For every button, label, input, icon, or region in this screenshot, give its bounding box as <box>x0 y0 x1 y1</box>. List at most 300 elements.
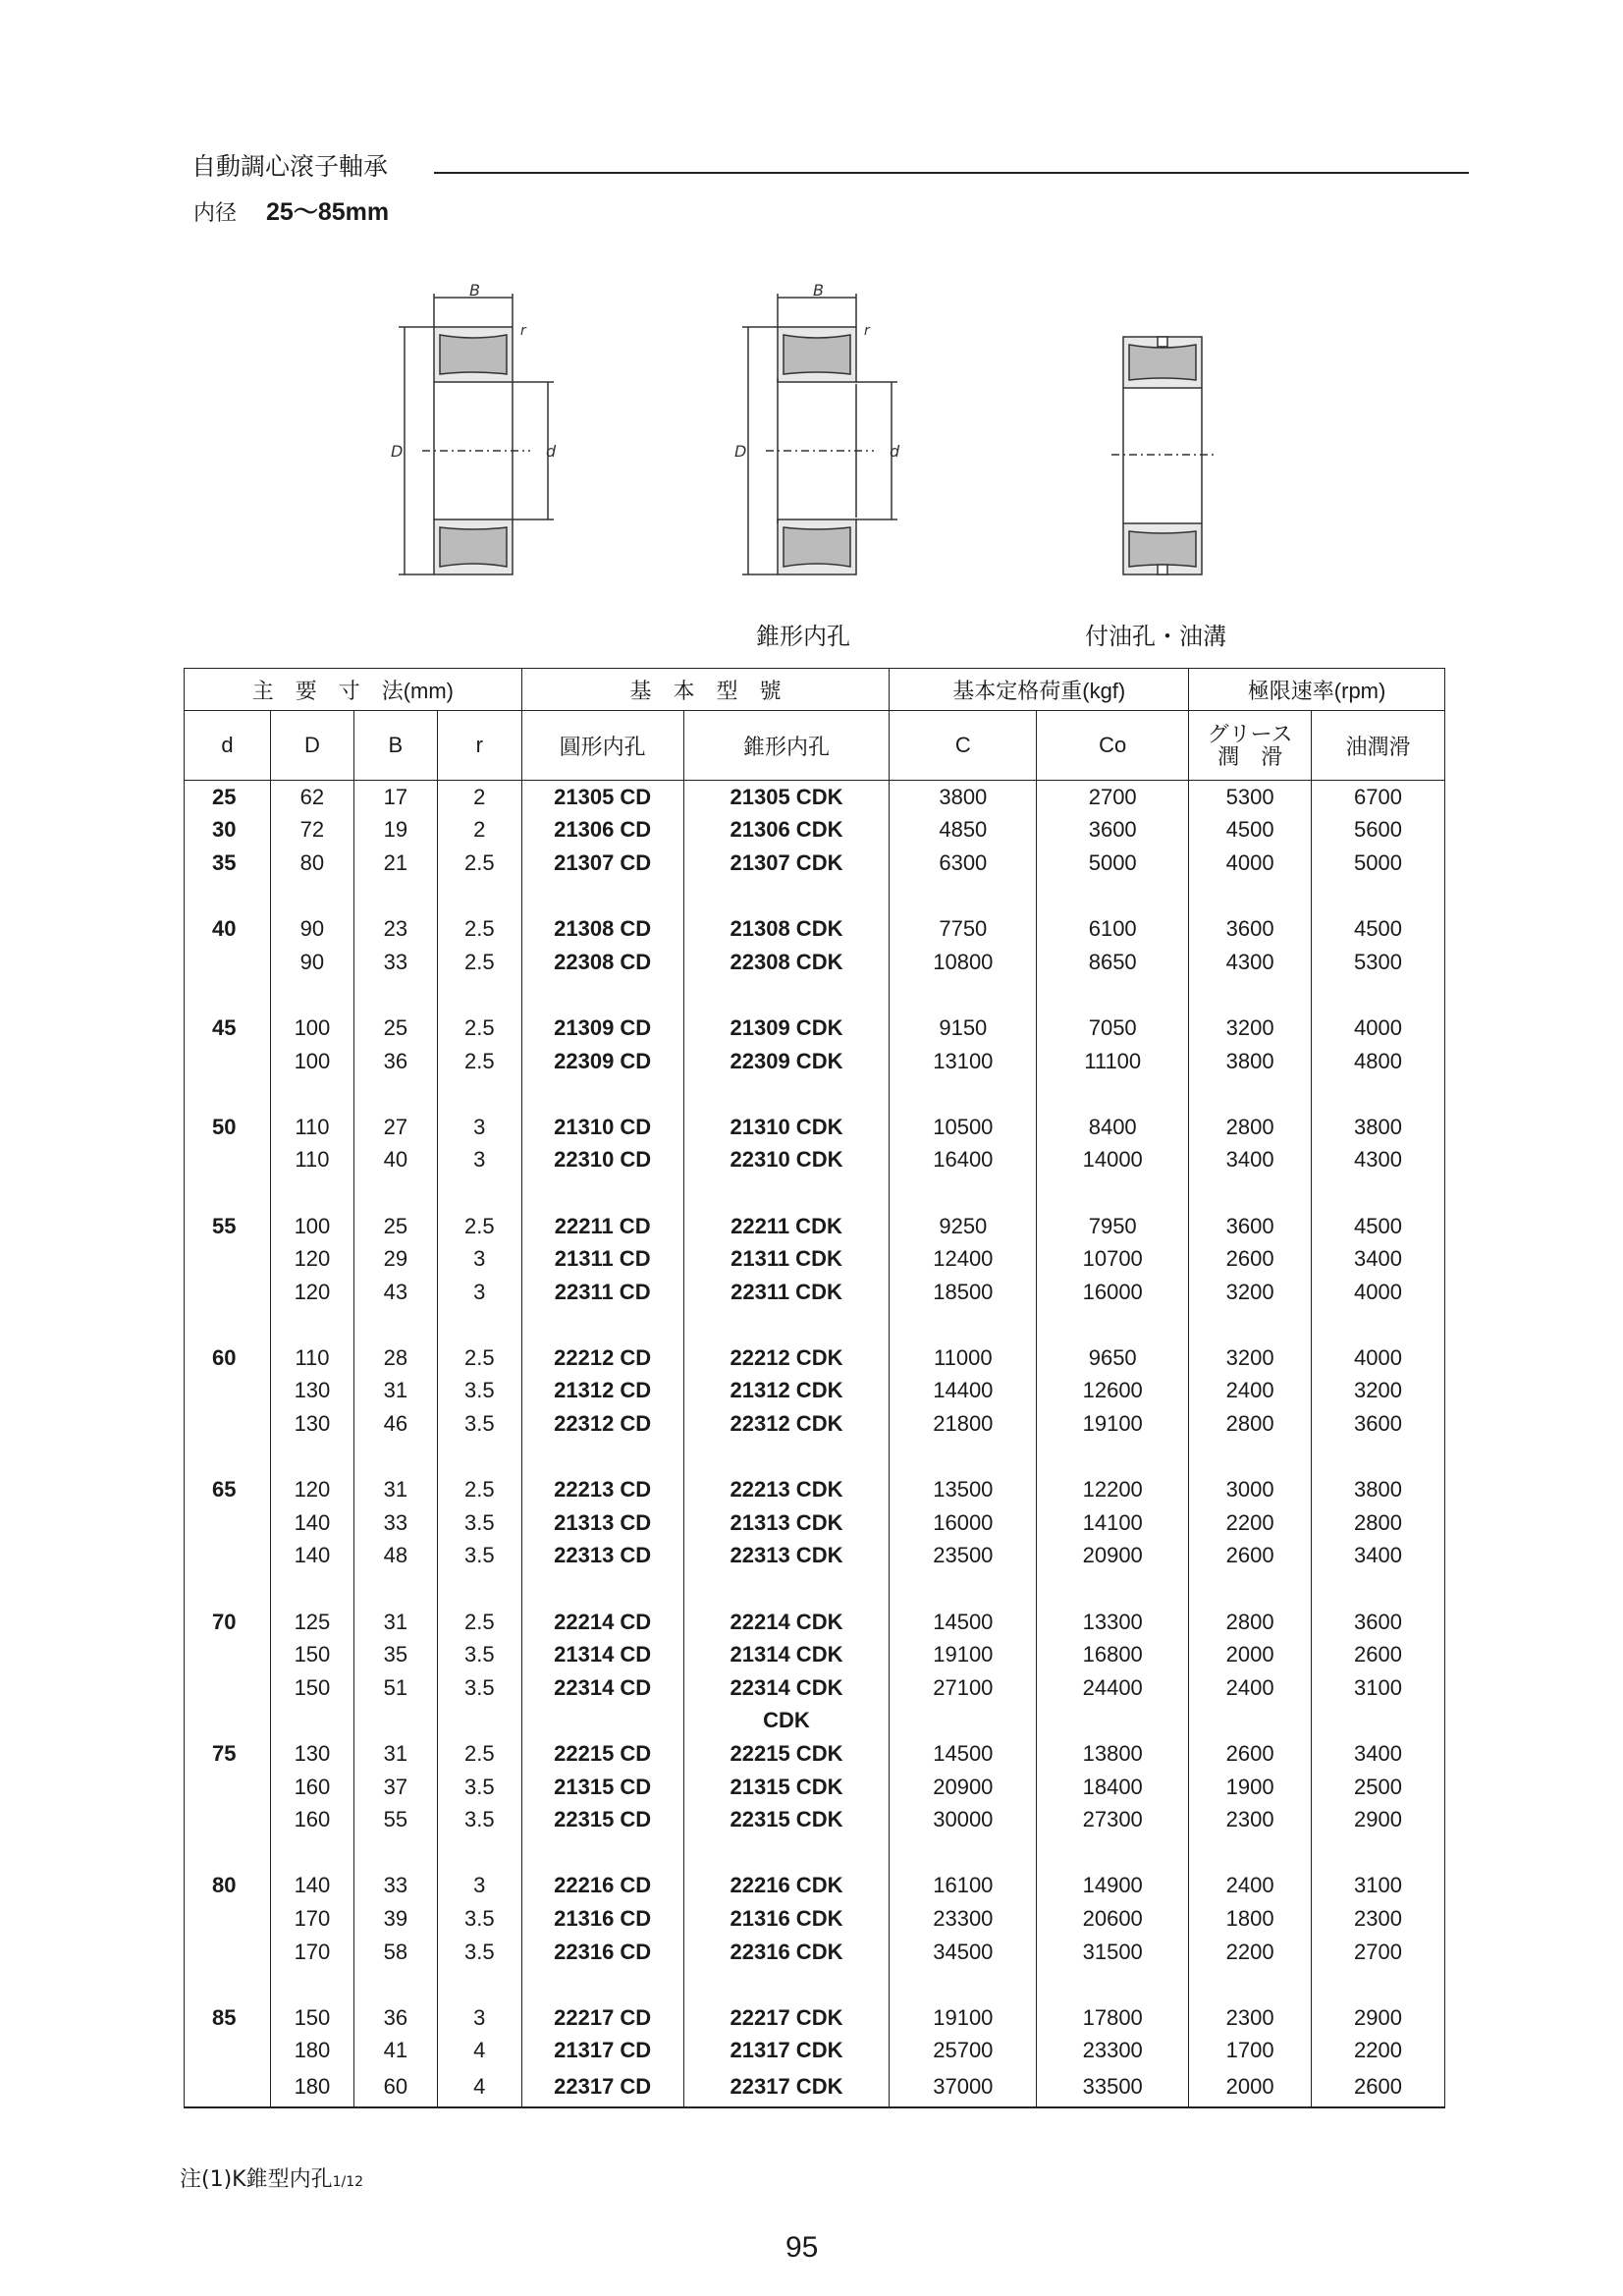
cell-outer-d: 160 <box>270 1771 353 1804</box>
table-row <box>185 2001 1445 2035</box>
cell-tapered: 22215 CDK <box>683 1737 890 1771</box>
cell-b <box>353 1968 437 2001</box>
cell-grease: 1800 <box>1189 1902 1312 1936</box>
cell-outer-d <box>270 1572 353 1606</box>
cell-r: 2.5 <box>437 1606 521 1639</box>
table-row <box>185 1771 1445 1804</box>
cell-outer-d: 140 <box>270 1540 353 1573</box>
cell-grease: 3200 <box>1189 1276 1312 1309</box>
cell-tapered: 22211 CDK <box>683 1210 890 1243</box>
cell-r: 3 <box>437 1111 521 1144</box>
col-header-b: B <box>353 711 437 781</box>
cell-d <box>185 1441 271 1474</box>
table-row <box>185 1375 1445 1408</box>
cell-grease: 2600 <box>1189 1737 1312 1771</box>
cell-cylindrical: 22214 CD <box>521 1606 683 1639</box>
cell-grease <box>1189 880 1312 913</box>
cell-oil <box>1312 1077 1445 1111</box>
cell-r: 3.5 <box>437 1671 521 1705</box>
cell-cylindrical: 22211 CD <box>521 1210 683 1243</box>
cell-b: 23 <box>353 912 437 946</box>
cell-b: 41 <box>353 2035 437 2068</box>
cell-cylindrical <box>521 979 683 1012</box>
cell-b: 37 <box>353 1771 437 1804</box>
cell-oil: 5000 <box>1312 847 1445 880</box>
cell-tapered: 22216 CDK <box>683 1870 890 1903</box>
cell-tapered: 21317 CDK <box>683 2035 890 2068</box>
cell-c: 23500 <box>890 1540 1037 1573</box>
cell-co: 18400 <box>1037 1771 1189 1804</box>
cell-outer-d: 125 <box>270 1606 353 1639</box>
cell-c <box>890 1309 1037 1342</box>
cell-tapered: 22310 CDK <box>683 1144 890 1177</box>
cell-r: 3 <box>437 1276 521 1309</box>
col-header-oil: 油潤滑 <box>1312 711 1445 781</box>
cell-r <box>437 1176 521 1210</box>
cell-grease: 2400 <box>1189 1870 1312 1903</box>
cell-r <box>437 1836 521 1870</box>
cell-r: 3 <box>437 1870 521 1903</box>
cell-b: 35 <box>353 1638 437 1671</box>
cell-cylindrical: 22316 CD <box>521 1936 683 1969</box>
cell-cylindrical: 21309 CD <box>521 1011 683 1045</box>
table-row <box>185 912 1445 946</box>
cell-oil: 2700 <box>1312 1936 1445 1969</box>
cell-r: 2.5 <box>437 946 521 979</box>
cell-tapered: 21307 CDK <box>683 847 890 880</box>
table-row <box>185 1936 1445 1969</box>
cell-cylindrical: 22312 CD <box>521 1407 683 1441</box>
cell-tapered: 21314 CDK <box>683 1638 890 1671</box>
cell-b: 25 <box>353 1210 437 1243</box>
cell-c: 19100 <box>890 1638 1037 1671</box>
col-header-d: d <box>185 711 271 781</box>
group-header-row <box>185 669 1445 711</box>
cell-b: 19 <box>353 814 437 847</box>
cell-r <box>437 1705 521 1738</box>
table-row <box>185 1407 1445 1441</box>
cell-tapered: 21316 CDK <box>683 1902 890 1936</box>
cell-b: 55 <box>353 1803 437 1836</box>
table-row <box>185 1242 1445 1276</box>
cell-d <box>185 1045 271 1078</box>
cell-oil <box>1312 1968 1445 2001</box>
cell-oil: 4000 <box>1312 1276 1445 1309</box>
cell-r: 2.5 <box>437 1737 521 1771</box>
cell-oil: 3100 <box>1312 1870 1445 1903</box>
cell-outer-d <box>270 1968 353 2001</box>
cell-cylindrical <box>521 1968 683 2001</box>
bore-label: 内径 <box>193 201 238 226</box>
cell-d <box>185 1836 271 1870</box>
cell-outer-d: 80 <box>270 847 353 880</box>
cell-co: 31500 <box>1037 1936 1189 1969</box>
cell-cylindrical: 21315 CD <box>521 1771 683 1804</box>
cell-co <box>1037 1441 1189 1474</box>
cell-d <box>185 979 271 1012</box>
cell-grease: 2000 <box>1189 1638 1312 1671</box>
cell-r: 4 <box>437 2067 521 2107</box>
cell-grease: 3600 <box>1189 912 1312 946</box>
cell-r: 3.5 <box>437 1902 521 1936</box>
cell-d: 75 <box>185 1737 271 1771</box>
cell-grease: 3200 <box>1189 1341 1312 1375</box>
cell-c: 6300 <box>890 847 1037 880</box>
table-row <box>185 1803 1445 1836</box>
cell-co: 8400 <box>1037 1111 1189 1144</box>
table-row <box>185 2067 1445 2107</box>
cell-d <box>185 1506 271 1540</box>
cell-outer-d <box>270 1077 353 1111</box>
cell-oil: 3100 <box>1312 1671 1445 1705</box>
cell-r <box>437 1968 521 2001</box>
label-d-inner: d <box>546 442 557 461</box>
cell-oil: 2800 <box>1312 1506 1445 1540</box>
footnote <box>180 2162 363 2193</box>
cell-d <box>185 1771 271 1804</box>
cell-b: 27 <box>353 1111 437 1144</box>
cell-cylindrical <box>521 1705 683 1738</box>
cell-r <box>437 1309 521 1342</box>
cell-outer-d: 140 <box>270 1870 353 1903</box>
table-row <box>185 1705 1445 1738</box>
cell-b <box>353 1176 437 1210</box>
cell-grease: 2800 <box>1189 1606 1312 1639</box>
cell-co: 33500 <box>1037 2067 1189 2107</box>
cell-grease: 5300 <box>1189 781 1312 814</box>
cell-grease <box>1189 1572 1312 1606</box>
cell-co: 23300 <box>1037 2035 1189 2068</box>
cell-b: 33 <box>353 1870 437 1903</box>
footnote-fraction: 1/12 <box>332 2174 364 2190</box>
cell-c: 9150 <box>890 1011 1037 1045</box>
cell-cylindrical: 22212 CD <box>521 1341 683 1375</box>
cell-cylindrical: 22308 CD <box>521 946 683 979</box>
cell-outer-d <box>270 1836 353 1870</box>
table-row <box>185 1606 1445 1639</box>
cell-b: 31 <box>353 1375 437 1408</box>
cell-d <box>185 1572 271 1606</box>
cell-grease <box>1189 1968 1312 2001</box>
cell-b: 36 <box>353 2001 437 2035</box>
cell-cylindrical <box>521 1309 683 1342</box>
cell-oil <box>1312 979 1445 1012</box>
cell-r: 2.5 <box>437 847 521 880</box>
table-row <box>185 1671 1445 1705</box>
cell-c <box>890 1441 1037 1474</box>
cell-b <box>353 1572 437 1606</box>
table-spacer-row <box>185 880 1445 913</box>
cell-tapered: 22213 CDK <box>683 1473 890 1506</box>
table-row <box>185 1540 1445 1573</box>
cell-co: 13300 <box>1037 1606 1189 1639</box>
cell-oil: 4800 <box>1312 1045 1445 1078</box>
cell-b: 28 <box>353 1341 437 1375</box>
cell-d <box>185 1375 271 1408</box>
cell-oil: 4300 <box>1312 1144 1445 1177</box>
cell-d <box>185 1077 271 1111</box>
cell-c: 14500 <box>890 1606 1037 1639</box>
cell-outer-d: 130 <box>270 1375 353 1408</box>
cell-c: 16100 <box>890 1870 1037 1903</box>
cell-cylindrical: 22317 CD <box>521 2067 683 2107</box>
cell-co <box>1037 1705 1189 1738</box>
table-row <box>185 1341 1445 1375</box>
cell-co: 3600 <box>1037 814 1189 847</box>
cell-co: 24400 <box>1037 1671 1189 1705</box>
cell-co: 9650 <box>1037 1341 1189 1375</box>
cell-co <box>1037 1836 1189 1870</box>
cell-r: 3.5 <box>437 1407 521 1441</box>
bearing-diagram-cylindrical <box>383 280 579 584</box>
cell-d <box>185 2067 271 2107</box>
cell-d <box>185 1176 271 1210</box>
cell-tapered: 22313 CDK <box>683 1540 890 1573</box>
table-row <box>185 1210 1445 1243</box>
cell-d: 30 <box>185 814 271 847</box>
cell-tapered: 22217 CDK <box>683 2001 890 2035</box>
cell-grease: 2300 <box>1189 2001 1312 2035</box>
cell-cylindrical: 21316 CD <box>521 1902 683 1936</box>
cell-cylindrical: 21305 CD <box>521 781 683 814</box>
cell-cylindrical: 21312 CD <box>521 1375 683 1408</box>
cell-tapered: 21308 CDK <box>683 912 890 946</box>
grease-line1: グリース <box>1207 721 1293 746</box>
cell-grease <box>1189 1441 1312 1474</box>
cell-oil: 3400 <box>1312 1242 1445 1276</box>
cell-cylindrical: 21306 CD <box>521 814 683 847</box>
cell-r <box>437 880 521 913</box>
cell-outer-d <box>270 1309 353 1342</box>
cell-oil: 4500 <box>1312 912 1445 946</box>
cell-tapered <box>683 1572 890 1606</box>
cell-r: 2.5 <box>437 1011 521 1045</box>
cell-c <box>890 1836 1037 1870</box>
cell-b: 39 <box>353 1902 437 1936</box>
cell-cylindrical: 21314 CD <box>521 1638 683 1671</box>
cell-r: 2 <box>437 781 521 814</box>
cell-cylindrical: 22213 CD <box>521 1473 683 1506</box>
cell-tapered <box>683 1077 890 1111</box>
table-spacer-row <box>185 1968 1445 2001</box>
cell-oil: 3600 <box>1312 1606 1445 1639</box>
label-b: B <box>469 281 480 300</box>
cell-r: 3 <box>437 2001 521 2035</box>
cell-b: 58 <box>353 1936 437 1969</box>
cell-r: 2.5 <box>437 1045 521 1078</box>
table-row <box>185 1473 1445 1506</box>
cell-tapered: 22314 CDK <box>683 1671 890 1705</box>
table-spacer-row <box>185 979 1445 1012</box>
cell-grease <box>1189 1309 1312 1342</box>
cell-cylindrical <box>521 1441 683 1474</box>
cell-oil: 3200 <box>1312 1375 1445 1408</box>
cell-co: 12600 <box>1037 1375 1189 1408</box>
bearing-diagram-oil-groove <box>1090 280 1247 584</box>
cell-r: 3.5 <box>437 1540 521 1573</box>
cell-r <box>437 979 521 1012</box>
table-spacer-row <box>185 1309 1445 1342</box>
cell-tapered: 22214 CDK <box>683 1606 890 1639</box>
cell-r: 3.5 <box>437 1803 521 1836</box>
col-header-tapered: 錐形内孔 <box>683 711 890 781</box>
cell-oil: 4000 <box>1312 1341 1445 1375</box>
cell-r: 3.5 <box>437 1936 521 1969</box>
cell-b: 48 <box>353 1540 437 1573</box>
cell-d: 35 <box>185 847 271 880</box>
cell-grease: 2000 <box>1189 2067 1312 2107</box>
cell-co: 13800 <box>1037 1737 1189 1771</box>
cell-c: 13500 <box>890 1473 1037 1506</box>
cell-grease: 2300 <box>1189 1803 1312 1836</box>
table-body <box>185 781 1445 2108</box>
caption-tapered: 錐形内孔 <box>756 623 850 650</box>
cell-outer-d: 170 <box>270 1902 353 1936</box>
cell-cylindrical: 22313 CD <box>521 1540 683 1573</box>
cell-d <box>185 1936 271 1969</box>
cell-oil: 5600 <box>1312 814 1445 847</box>
cell-r: 4 <box>437 2035 521 2068</box>
cell-b: 33 <box>353 946 437 979</box>
cell-d <box>185 2035 271 2068</box>
cell-tapered: 21315 CDK <box>683 1771 890 1804</box>
cell-r: 2.5 <box>437 1341 521 1375</box>
cell-outer-d <box>270 1176 353 1210</box>
table-row <box>185 1506 1445 1540</box>
cell-d <box>185 1276 271 1309</box>
table-row <box>185 1144 1445 1177</box>
table-row <box>185 1045 1445 1078</box>
cell-b: 33 <box>353 1506 437 1540</box>
cell-oil: 3400 <box>1312 1540 1445 1573</box>
cell-d <box>185 880 271 913</box>
cell-c: 16400 <box>890 1144 1037 1177</box>
cell-d <box>185 1309 271 1342</box>
cell-tapered: 22315 CDK <box>683 1803 890 1836</box>
table-row <box>185 1638 1445 1671</box>
cell-outer-d <box>270 1441 353 1474</box>
cell-d <box>185 1407 271 1441</box>
cell-c: 10500 <box>890 1111 1037 1144</box>
footnote-text: 注(1)K錐型内孔 <box>180 2167 333 2192</box>
cell-grease <box>1189 1077 1312 1111</box>
title-rule <box>434 172 1469 174</box>
cell-co: 5000 <box>1037 847 1189 880</box>
cell-d <box>185 1902 271 1936</box>
cell-b: 21 <box>353 847 437 880</box>
cell-r <box>437 1572 521 1606</box>
cell-grease: 3600 <box>1189 1210 1312 1243</box>
cell-grease: 2800 <box>1189 1111 1312 1144</box>
cell-b <box>353 1836 437 1870</box>
cell-b: 46 <box>353 1407 437 1441</box>
cell-tapered <box>683 1836 890 1870</box>
cell-outer-d: 100 <box>270 1210 353 1243</box>
cell-b <box>353 1441 437 1474</box>
table-spacer-row <box>185 1176 1445 1210</box>
cell-grease: 2600 <box>1189 1540 1312 1573</box>
column-header-row <box>185 711 1445 781</box>
cell-grease <box>1189 979 1312 1012</box>
cell-oil: 2200 <box>1312 2035 1445 2068</box>
cell-r: 3 <box>437 1242 521 1276</box>
cell-b <box>353 1309 437 1342</box>
table-spacer-row <box>185 1077 1445 1111</box>
cell-oil <box>1312 1176 1445 1210</box>
cell-d: 25 <box>185 781 271 814</box>
cell-d: 60 <box>185 1341 271 1375</box>
cell-c: 7750 <box>890 912 1037 946</box>
cell-co: 7950 <box>1037 1210 1189 1243</box>
cell-d: 85 <box>185 2001 271 2035</box>
cell-outer-d <box>270 1705 353 1738</box>
cell-co: 14100 <box>1037 1506 1189 1540</box>
cell-grease: 2600 <box>1189 1242 1312 1276</box>
cell-grease: 3000 <box>1189 1473 1312 1506</box>
cell-grease: 3200 <box>1189 1011 1312 1045</box>
cell-r: 2 <box>437 814 521 847</box>
col-header-c: C <box>890 711 1037 781</box>
cell-d: 45 <box>185 1011 271 1045</box>
cell-c: 13100 <box>890 1045 1037 1078</box>
cell-d: 65 <box>185 1473 271 1506</box>
cell-cylindrical: 21311 CD <box>521 1242 683 1276</box>
cell-d: 70 <box>185 1606 271 1639</box>
cell-b <box>353 1077 437 1111</box>
cell-oil: 3800 <box>1312 1111 1445 1144</box>
cell-outer-d: 180 <box>270 2035 353 2068</box>
cell-r: 3.5 <box>437 1506 521 1540</box>
cell-co: 20600 <box>1037 1902 1189 1936</box>
cell-co <box>1037 1309 1189 1342</box>
cell-r: 3.5 <box>437 1638 521 1671</box>
cell-grease: 2800 <box>1189 1407 1312 1441</box>
cell-c <box>890 1968 1037 2001</box>
group-header-dimensions: 主 要 寸 法(mm) <box>185 669 522 711</box>
bearing-table <box>184 668 1445 2108</box>
cell-co <box>1037 1077 1189 1111</box>
cell-c: 18500 <box>890 1276 1037 1309</box>
table-row <box>185 1902 1445 1936</box>
cell-tapered: 22309 CDK <box>683 1045 890 1078</box>
page-number: 95 <box>785 2231 819 2264</box>
cell-outer-d: 90 <box>270 946 353 979</box>
cell-tapered: 22308 CDK <box>683 946 890 979</box>
cell-d <box>185 1638 271 1671</box>
cell-c: 20900 <box>890 1771 1037 1804</box>
cell-r: 2.5 <box>437 1210 521 1243</box>
table-row <box>185 814 1445 847</box>
cell-oil: 6700 <box>1312 781 1445 814</box>
cell-co: 27300 <box>1037 1803 1189 1836</box>
cell-grease: 3400 <box>1189 1144 1312 1177</box>
col-header-r: r <box>437 711 521 781</box>
cell-r: 3.5 <box>437 1771 521 1804</box>
cell-grease: 1900 <box>1189 1771 1312 1804</box>
cell-cylindrical <box>521 1572 683 1606</box>
cell-c: 12400 <box>890 1242 1037 1276</box>
cell-tapered: 22312 CDK <box>683 1407 890 1441</box>
cell-co: 16800 <box>1037 1638 1189 1671</box>
col-header-outer-d: D <box>270 711 353 781</box>
cell-tapered <box>683 880 890 913</box>
cell-oil: 3400 <box>1312 1737 1445 1771</box>
cell-oil: 3600 <box>1312 1407 1445 1441</box>
cell-c <box>890 1705 1037 1738</box>
cell-c: 11000 <box>890 1341 1037 1375</box>
cell-grease: 2400 <box>1189 1671 1312 1705</box>
cell-tapered: 22212 CDK <box>683 1341 890 1375</box>
